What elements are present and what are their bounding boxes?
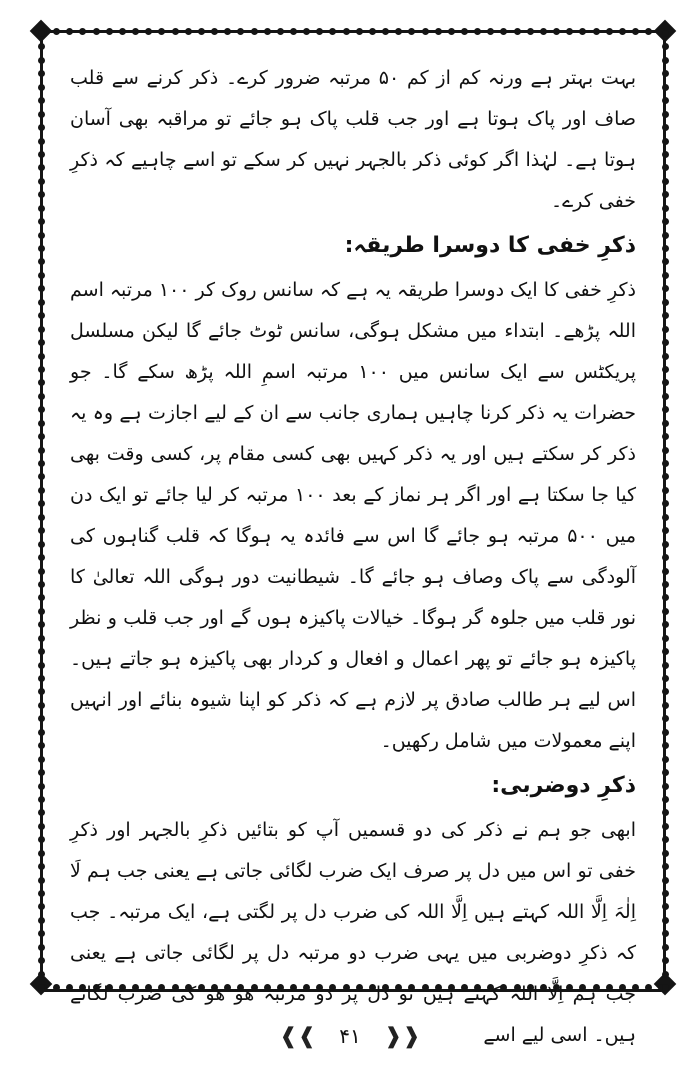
border-bead	[237, 28, 244, 35]
border-bead	[53, 28, 60, 35]
border-bead	[662, 366, 669, 373]
border-bead	[606, 28, 613, 35]
border-bead	[38, 164, 45, 171]
border-bead	[132, 28, 139, 35]
border-bead	[38, 621, 45, 628]
border-bead	[448, 28, 455, 35]
border-bead	[38, 984, 45, 991]
border-bead	[79, 28, 86, 35]
border-bead	[38, 487, 45, 494]
border-bead	[38, 729, 45, 736]
border-bead	[172, 28, 179, 35]
border-beads-top	[40, 25, 666, 37]
border-bead	[38, 635, 45, 642]
border-bead	[38, 527, 45, 534]
border-bead	[38, 890, 45, 897]
border-bead	[66, 28, 73, 35]
border-bead	[662, 447, 669, 454]
border-bead	[38, 205, 45, 212]
border-bead	[579, 28, 586, 35]
border-bead	[662, 823, 669, 830]
border-bead	[38, 379, 45, 386]
border-bead	[662, 460, 669, 467]
border-bead	[553, 28, 560, 35]
border-bead	[329, 28, 336, 35]
border-bead	[38, 43, 45, 50]
border-bead	[211, 28, 218, 35]
border-bead	[540, 28, 547, 35]
border-bead	[662, 836, 669, 843]
border-bead	[38, 581, 45, 588]
border-bead	[662, 191, 669, 198]
border-bead	[474, 28, 481, 35]
border-bead	[662, 957, 669, 964]
border-bead	[38, 648, 45, 655]
border-bead	[662, 473, 669, 480]
border-bead	[38, 70, 45, 77]
border-bead	[38, 218, 45, 225]
border-bead	[38, 326, 45, 333]
border-bead	[662, 527, 669, 534]
border-bead	[645, 28, 652, 35]
border-bead	[662, 285, 669, 292]
border-bead	[38, 258, 45, 265]
border-bead	[38, 500, 45, 507]
border-bead	[145, 28, 152, 35]
border-bead	[38, 568, 45, 575]
border-bead	[662, 662, 669, 669]
border-bead	[38, 715, 45, 722]
border-bead	[662, 43, 669, 50]
border-bead	[662, 393, 669, 400]
border-bead	[38, 823, 45, 830]
border-bead	[356, 28, 363, 35]
border-bead	[38, 339, 45, 346]
border-bead	[38, 756, 45, 763]
border-bead	[38, 688, 45, 695]
border-bead	[662, 514, 669, 521]
border-bead	[619, 28, 626, 35]
border-bead	[38, 151, 45, 158]
border-bead	[662, 57, 669, 64]
border-bead	[461, 28, 468, 35]
border-bead	[38, 971, 45, 978]
border-bead	[662, 944, 669, 951]
border-bead	[662, 809, 669, 816]
border-bead	[38, 957, 45, 964]
border-bead	[662, 971, 669, 978]
border-bead	[38, 245, 45, 252]
border-bead	[38, 30, 45, 37]
border-bead	[38, 554, 45, 561]
border-bead	[38, 447, 45, 454]
border-bead	[662, 890, 669, 897]
border-bead	[662, 111, 669, 118]
border-bead	[38, 124, 45, 131]
border-bead	[277, 28, 284, 35]
border-bead	[38, 353, 45, 360]
border-bead	[662, 903, 669, 910]
border-bead	[343, 28, 350, 35]
border-bead	[662, 594, 669, 601]
border-bead	[303, 28, 310, 35]
border-bead	[662, 756, 669, 763]
border-bead	[662, 581, 669, 588]
border-bead	[662, 299, 669, 306]
border-bead	[662, 379, 669, 386]
border-bead	[38, 111, 45, 118]
section-do-zarbi-paragraph: ابھی جو ہم نے ذکر کی دو قسمیں آپ کو بتائیں ذکرِ بالجہر اور ذکرِ خفی تو اس میں دل پر صرف ایک ضرب لگائی جاتی ہے یعنی جب ہم لَا اِلٰہَ اِلَّا اللہ کہتے ہیں اِلَّا اللہ کی ضرب دل پر لگتی ہے، ایک مرتبہ۔ جب کہ ذکرِ دوضربی میں یہی ضرب دو مرتبہ دل پر لگائی جاتی ہے یعنی جب ہم اِلَّا اللہ کہتے ہیں تو دل پر دو مرتبہ ھو ھو کی ضرب لگاتے ہیں۔ اسی لیے اسے	[70, 819, 636, 1046]
border-bead	[38, 944, 45, 951]
ornament-right-icon: ❱❱	[383, 1024, 421, 1049]
border-bead	[158, 28, 165, 35]
border-bead	[38, 917, 45, 924]
border-bead	[662, 729, 669, 736]
border-bead	[500, 28, 507, 35]
border-bead	[38, 608, 45, 615]
border-bead	[38, 863, 45, 870]
border-bead	[662, 487, 669, 494]
border-bead	[38, 796, 45, 803]
border-bead	[38, 662, 45, 669]
border-bead	[487, 28, 494, 35]
ornament-left-icon: ❰❰	[279, 1024, 317, 1049]
border-bead	[38, 420, 45, 427]
border-bead	[632, 28, 639, 35]
border-bead	[38, 473, 45, 480]
border-bead	[662, 675, 669, 682]
border-bead	[662, 205, 669, 212]
border-bead	[38, 433, 45, 440]
border-bead	[566, 28, 573, 35]
border-bead	[422, 28, 429, 35]
border-bead	[38, 702, 45, 709]
border-beads-left	[35, 30, 47, 992]
border-bead	[662, 715, 669, 722]
border-bead	[662, 783, 669, 790]
border-bead	[290, 28, 297, 35]
border-bead	[662, 84, 669, 91]
border-bead	[662, 70, 669, 77]
border-bead	[662, 138, 669, 145]
border-bead	[38, 178, 45, 185]
border-bead	[38, 675, 45, 682]
border-bead	[38, 366, 45, 373]
border-bead	[514, 28, 521, 35]
border-bead	[185, 28, 192, 35]
border-bead	[119, 28, 126, 35]
border-bead	[662, 621, 669, 628]
border-bead	[662, 312, 669, 319]
border-bead	[38, 138, 45, 145]
border-bead	[662, 164, 669, 171]
border-bead	[662, 258, 669, 265]
border-bead	[38, 742, 45, 749]
border-bead	[408, 28, 415, 35]
border-bead	[251, 28, 258, 35]
border-bead	[38, 232, 45, 239]
border-bead	[662, 97, 669, 104]
border-bead	[106, 28, 113, 35]
border-bead	[662, 608, 669, 615]
border-bead	[662, 930, 669, 937]
border-bead	[527, 28, 534, 35]
border-bead	[662, 688, 669, 695]
border-bead	[93, 28, 100, 35]
border-bead	[662, 702, 669, 709]
border-bead	[316, 28, 323, 35]
border-bead	[38, 930, 45, 937]
border-bead	[662, 245, 669, 252]
border-bead	[38, 191, 45, 198]
border-bead	[38, 406, 45, 413]
border-bead	[38, 783, 45, 790]
border-bead	[38, 272, 45, 279]
page-footer	[0, 1022, 700, 1050]
border-bead	[662, 420, 669, 427]
border-bead	[662, 648, 669, 655]
border-bead	[38, 312, 45, 319]
border-bead	[662, 984, 669, 991]
border-bead	[662, 850, 669, 857]
border-bead	[38, 285, 45, 292]
border-bead	[38, 541, 45, 548]
border-bead	[38, 57, 45, 64]
border-bead	[38, 809, 45, 816]
border-bead	[662, 272, 669, 279]
border-bead	[38, 514, 45, 521]
border-bead	[224, 28, 231, 35]
border-bead	[662, 178, 669, 185]
border-bead	[662, 218, 669, 225]
border-bead	[662, 541, 669, 548]
heading-zikr-khafi-second-method: ذکرِ خفی کا دوسرا طریقہ:	[344, 233, 636, 258]
border-bead	[662, 769, 669, 776]
border-bead	[38, 97, 45, 104]
border-bead	[38, 460, 45, 467]
border-bead	[198, 28, 205, 35]
border-bead	[38, 393, 45, 400]
border-bead	[662, 326, 669, 333]
intro-paragraph: بہت بہتر ہے ورنہ کم از کم ۵۰ مرتبہ ضرور کرے۔ ذکر کرنے سے قلب صاف اور پاک ہوتا ہے اور جب قلب پاک ہو جائے تو مراقبہ بھی آسان ہوتا ہے۔ لہٰذا اگر کوئی ذکر بالجہر نہیں کر سکے تو اسے چاہیے کہ ذکرِ خفی کرے۔	[70, 67, 636, 212]
border-bead	[662, 568, 669, 575]
border-bead	[662, 554, 669, 561]
border-bead	[662, 500, 669, 507]
border-bead	[38, 84, 45, 91]
border-bead	[264, 28, 271, 35]
border-beads-right	[659, 30, 671, 992]
border-bead	[38, 594, 45, 601]
border-bead	[662, 353, 669, 360]
heading-zikr-do-zarbi: ذکرِ دوضربی:	[491, 773, 636, 798]
border-bead	[593, 28, 600, 35]
border-bead	[382, 28, 389, 35]
page-number: ۴۱	[339, 1024, 361, 1048]
border-bead	[662, 339, 669, 346]
border-bead	[662, 30, 669, 37]
border-bead	[662, 151, 669, 158]
border-bead	[38, 877, 45, 884]
border-bead	[662, 124, 669, 131]
border-bead	[662, 406, 669, 413]
border-bead	[369, 28, 376, 35]
border-bead	[38, 836, 45, 843]
border-bead	[662, 917, 669, 924]
border-bead	[662, 433, 669, 440]
border-bead	[662, 796, 669, 803]
border-bead	[38, 299, 45, 306]
border-bead	[38, 769, 45, 776]
border-bead	[645, 984, 652, 991]
border-bead	[435, 28, 442, 35]
border-bead	[662, 232, 669, 239]
border-bead	[395, 28, 402, 35]
border-bead	[38, 850, 45, 857]
border-bead	[662, 742, 669, 749]
border-bead	[662, 877, 669, 884]
border-bead	[662, 635, 669, 642]
border-bead	[53, 984, 60, 991]
border-bead	[38, 903, 45, 910]
section-zikr-khafi-paragraph: ذکرِ خفی کا ایک دوسرا طریقہ یہ ہے کہ سانس روک کر ۱۰۰ مرتبہ اسم اللہ پڑھے۔ ابتداء میں مشکل ہوگی، سانس ٹوٹ جائے گا لیکن مسلسل پریکٹس سے ایک سانس میں ۱۰۰ مرتبہ اسمِ اللہ پڑھ سکے گا۔ جو حضرات یہ ذکر کرنا چاہیں ہماری جانب سے ان کے لیے اجازت ہے وہ یہ ذکر کر سکتے ہیں اور یہ ذکر کہیں بھی کسی مقام پر، کسی وقت بھی کیا جا سکتا ہے اور اگر ہر نماز کے بعد ۱۰۰ مرتبہ کر لیا جائے تو ایک دن میں ۵۰۰ مرتبہ ہو جائے گا اس سے فائدہ یہ ہوگا کہ قلب گناہوں کی آلودگی سے پاک وصاف ہو جائے گا۔ شیطانیت دور ہوگی اللہ تعالیٰ کا نور قلب میں جلوہ گر ہوگا۔ خیالات پاکیزہ ہوں گے اور جب قلب و نظر پاکیزہ ہو جائے تو پھر اعمال و افعال و کردار بھی پاکیزہ ہو جاتے ہیں۔ اس لیے ہر طالب صادق پر لازم ہے کہ ذکر کو اپنا شیوہ بنائے اور انہیں اپنے معمولات میں شامل رکھیں۔	[70, 279, 636, 752]
border-bead	[662, 863, 669, 870]
